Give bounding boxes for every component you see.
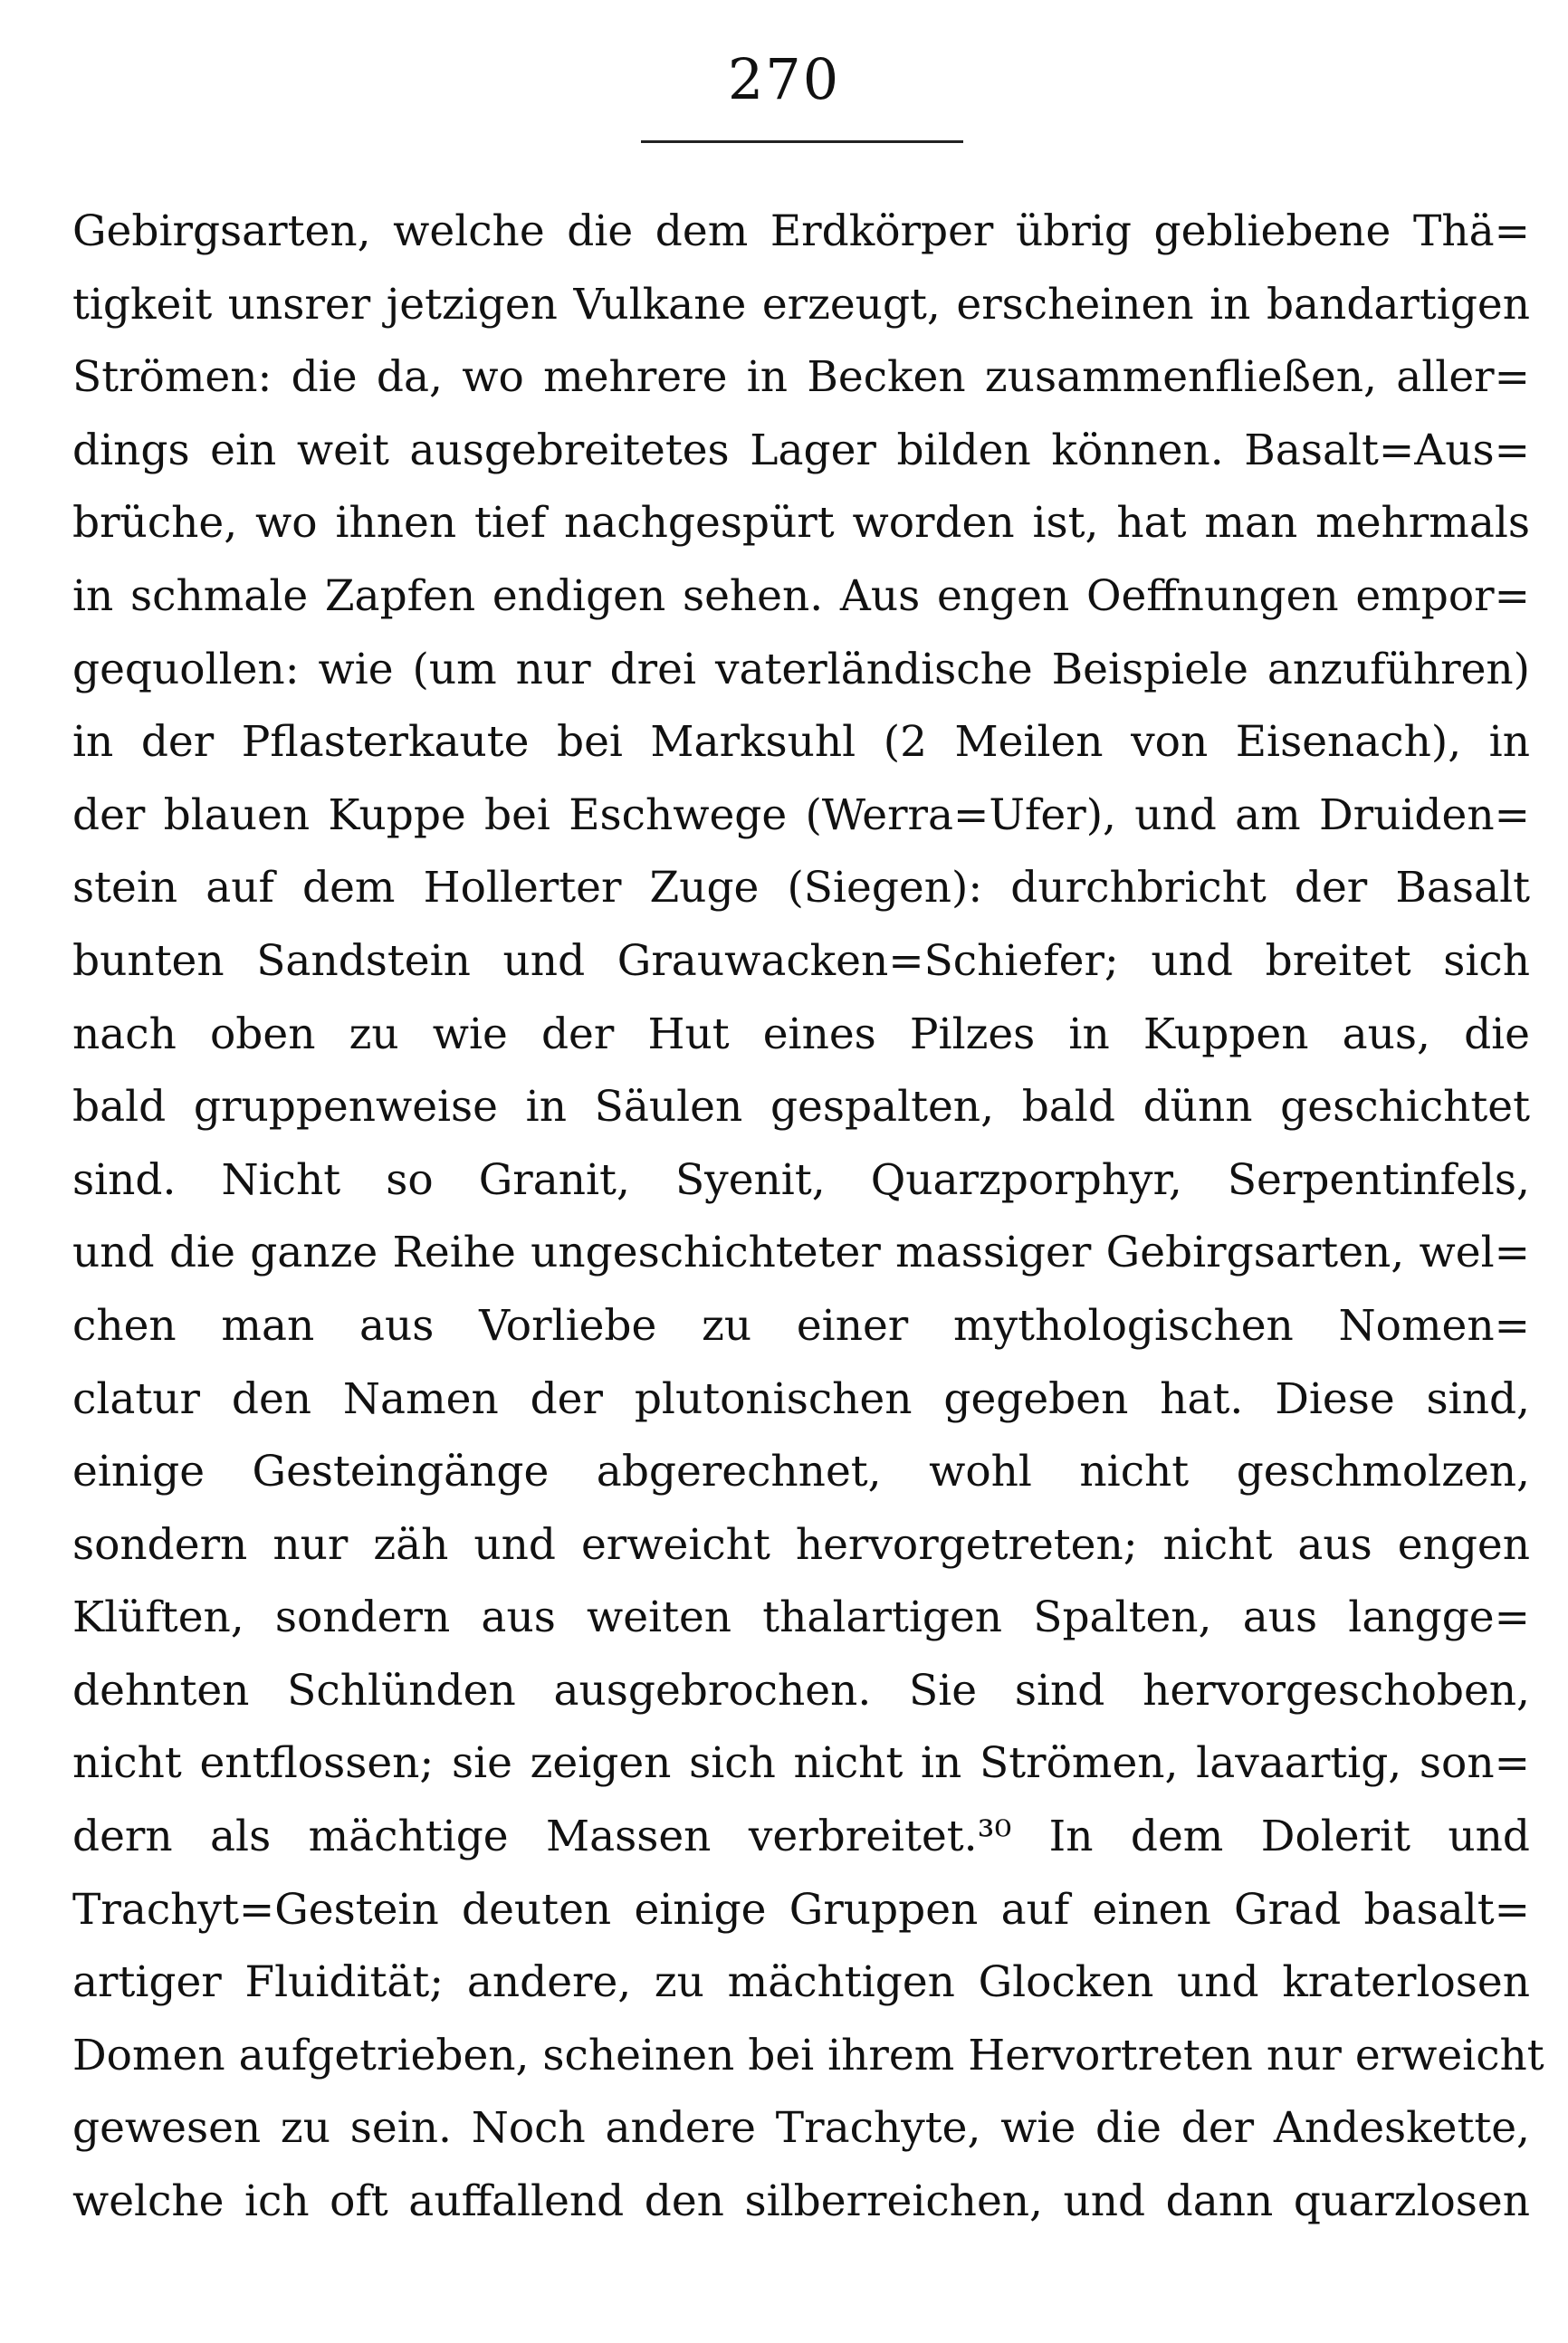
text-line: bunten Sandstein und Grauwacken=Schiefer; und breitet sich bbox=[72, 935, 1530, 986]
header-rule bbox=[641, 140, 963, 143]
text-line: dern als mächtige Massen verbreitet.³⁰ In dem Dolerit und bbox=[72, 1812, 1530, 1862]
text-line: chen man aus Vorliebe zu einer mythologischen Nomen= bbox=[72, 1300, 1530, 1351]
page-number: 270 bbox=[727, 46, 841, 112]
text-line: artiger Fluidität; andere, zu mächtigen Glocken und kraterlosen bbox=[72, 1957, 1530, 2008]
text-line: Strömen: die da, wo mehrere in Becken zusammenfließen, aller= bbox=[72, 352, 1530, 403]
text-line: tigkeit unsrer jetzigen Vulkane erzeugt, erscheinen in bandartigen bbox=[72, 279, 1530, 330]
text-line: nach oben zu wie der Hut eines Pilzes in Kuppen aus, die bbox=[72, 1009, 1530, 1059]
text-line: Gebirgsarten, welche die dem Erdkörper übrig gebliebene Thä= bbox=[72, 206, 1530, 256]
text-line: stein auf dem Hollerter Zuge (Siegen): durchbricht der Basalt bbox=[72, 863, 1530, 913]
text-line: dings ein weit ausgebreitetes Lager bilden können. Basalt=Aus= bbox=[72, 425, 1530, 475]
text-line: einige Gesteingänge abgerechnet, wohl nicht geschmolzen, bbox=[72, 1447, 1530, 1497]
text-line: gewesen zu sein. Noch andere Trachyte, wie die der Andeskette, bbox=[72, 2103, 1530, 2154]
text-line: Klüften, sondern aus weiten thalartigen Spalten, aus langge= bbox=[72, 1592, 1530, 1643]
text-line: clatur den Namen der plutonischen gegeben hat. Diese sind, bbox=[72, 1373, 1530, 1424]
text-line: nicht entflossen; sie zeigen sich nicht in Strömen, lavaartig, son= bbox=[72, 1738, 1530, 1789]
text-line: in der Pflasterkaute bei Marksuhl (2 Meilen von Eisenach), in bbox=[72, 717, 1530, 768]
text-line: Domen aufgetrieben, scheinen bei ihrem Hervortreten nur erweicht bbox=[72, 2030, 1544, 2080]
text-line: und die ganze Reihe ungeschichteter massiger Gebirgsarten, wel= bbox=[72, 1228, 1530, 1278]
text-line: Trachyt=Gestein deuten einige Gruppen auf einen Grad basalt= bbox=[72, 1884, 1530, 1935]
body-text bbox=[72, 196, 1544, 2239]
text-line: bald gruppenweise in Säulen gespalten, bald dünn geschichtet bbox=[72, 1082, 1530, 1133]
text-line: brüche, wo ihnen tief nachgespürt worden ist, hat man mehrmals bbox=[72, 498, 1530, 549]
text-line: dehnten Schlünden ausgebrochen. Sie sind hervorgeschoben, bbox=[72, 1665, 1530, 1716]
text-line: der blauen Kuppe bei Eschwege (Werra=Ufer), und am Druiden= bbox=[72, 789, 1530, 840]
text-line: in schmale Zapfen endigen sehen. Aus engen Oeffnungen empor= bbox=[72, 570, 1530, 621]
text-line: gequollen: wie (um nur drei vaterländische Beispiele anzuführen) bbox=[72, 644, 1530, 694]
text-line: welche ich oft auffallend den silberreichen, und dann quarzlosen bbox=[72, 2176, 1530, 2227]
text-line: sind. Nicht so Granit, Syenit, Quarzporphyr, Serpentinfels, bbox=[72, 1154, 1530, 1205]
text-line: sondern nur zäh und erweicht hervorgetreten; nicht aus engen bbox=[72, 1519, 1530, 1570]
